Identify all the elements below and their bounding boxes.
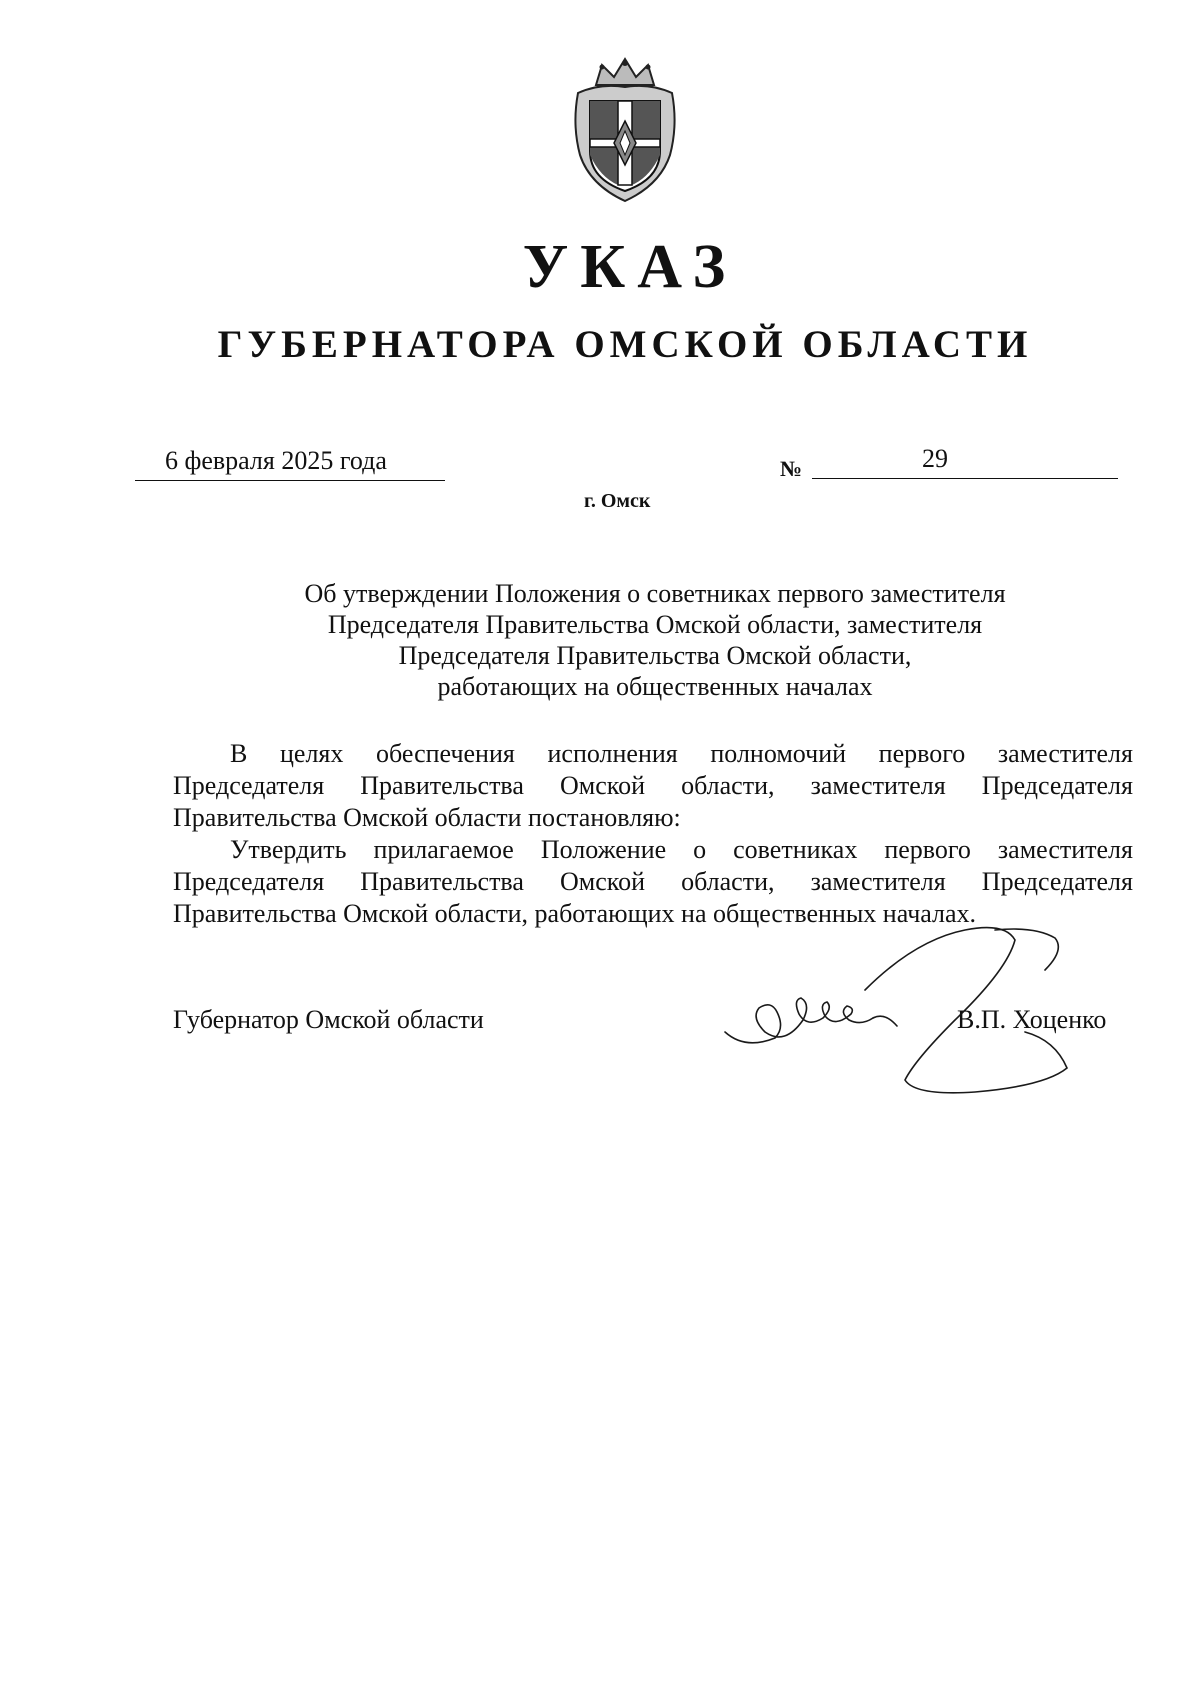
number-field (812, 442, 1118, 479)
date-field (135, 444, 445, 481)
document-title: УКАЗ (522, 233, 738, 301)
heading-line: Председателя Правительства Омской области, (398, 641, 912, 670)
number-value: 29 (922, 444, 948, 473)
number-label: № (780, 456, 803, 481)
omsk-coat-of-arms-icon (566, 55, 684, 205)
handwritten-signature-icon (715, 900, 1095, 1100)
decree-heading (260, 578, 1050, 702)
heading-line: Об утверждении Положения о советниках первого заместителя (304, 579, 1006, 608)
city: г. Омск (584, 490, 651, 512)
signatory-position: Губернатор Омской области (173, 1005, 484, 1034)
body-paragraph: В целях обеспечения исполнения полномочий первого заместителя Председателя Правительства Омской области, заместителя Председателя Правительства Омской области постановляю: (173, 739, 1133, 832)
signatory-name: В.П. Хоценко (957, 1005, 1107, 1034)
body-paragraph: Утвердить прилагаемое Положение о советниках первого заместителя Председателя Правительства Омской области, заместителя Председателя Правительства Омской области, работающих на общественных началах. (173, 835, 1133, 928)
document-subtitle: ГУБЕРНАТОРА ОМСКОЙ ОБЛАСТИ (217, 323, 1033, 366)
heading-line: Председателя Правительства Омской области, заместителя (327, 610, 983, 639)
date-value: 6 февраля 2025 года (165, 446, 387, 475)
heading-line: работающих на общественных началах (437, 672, 873, 701)
